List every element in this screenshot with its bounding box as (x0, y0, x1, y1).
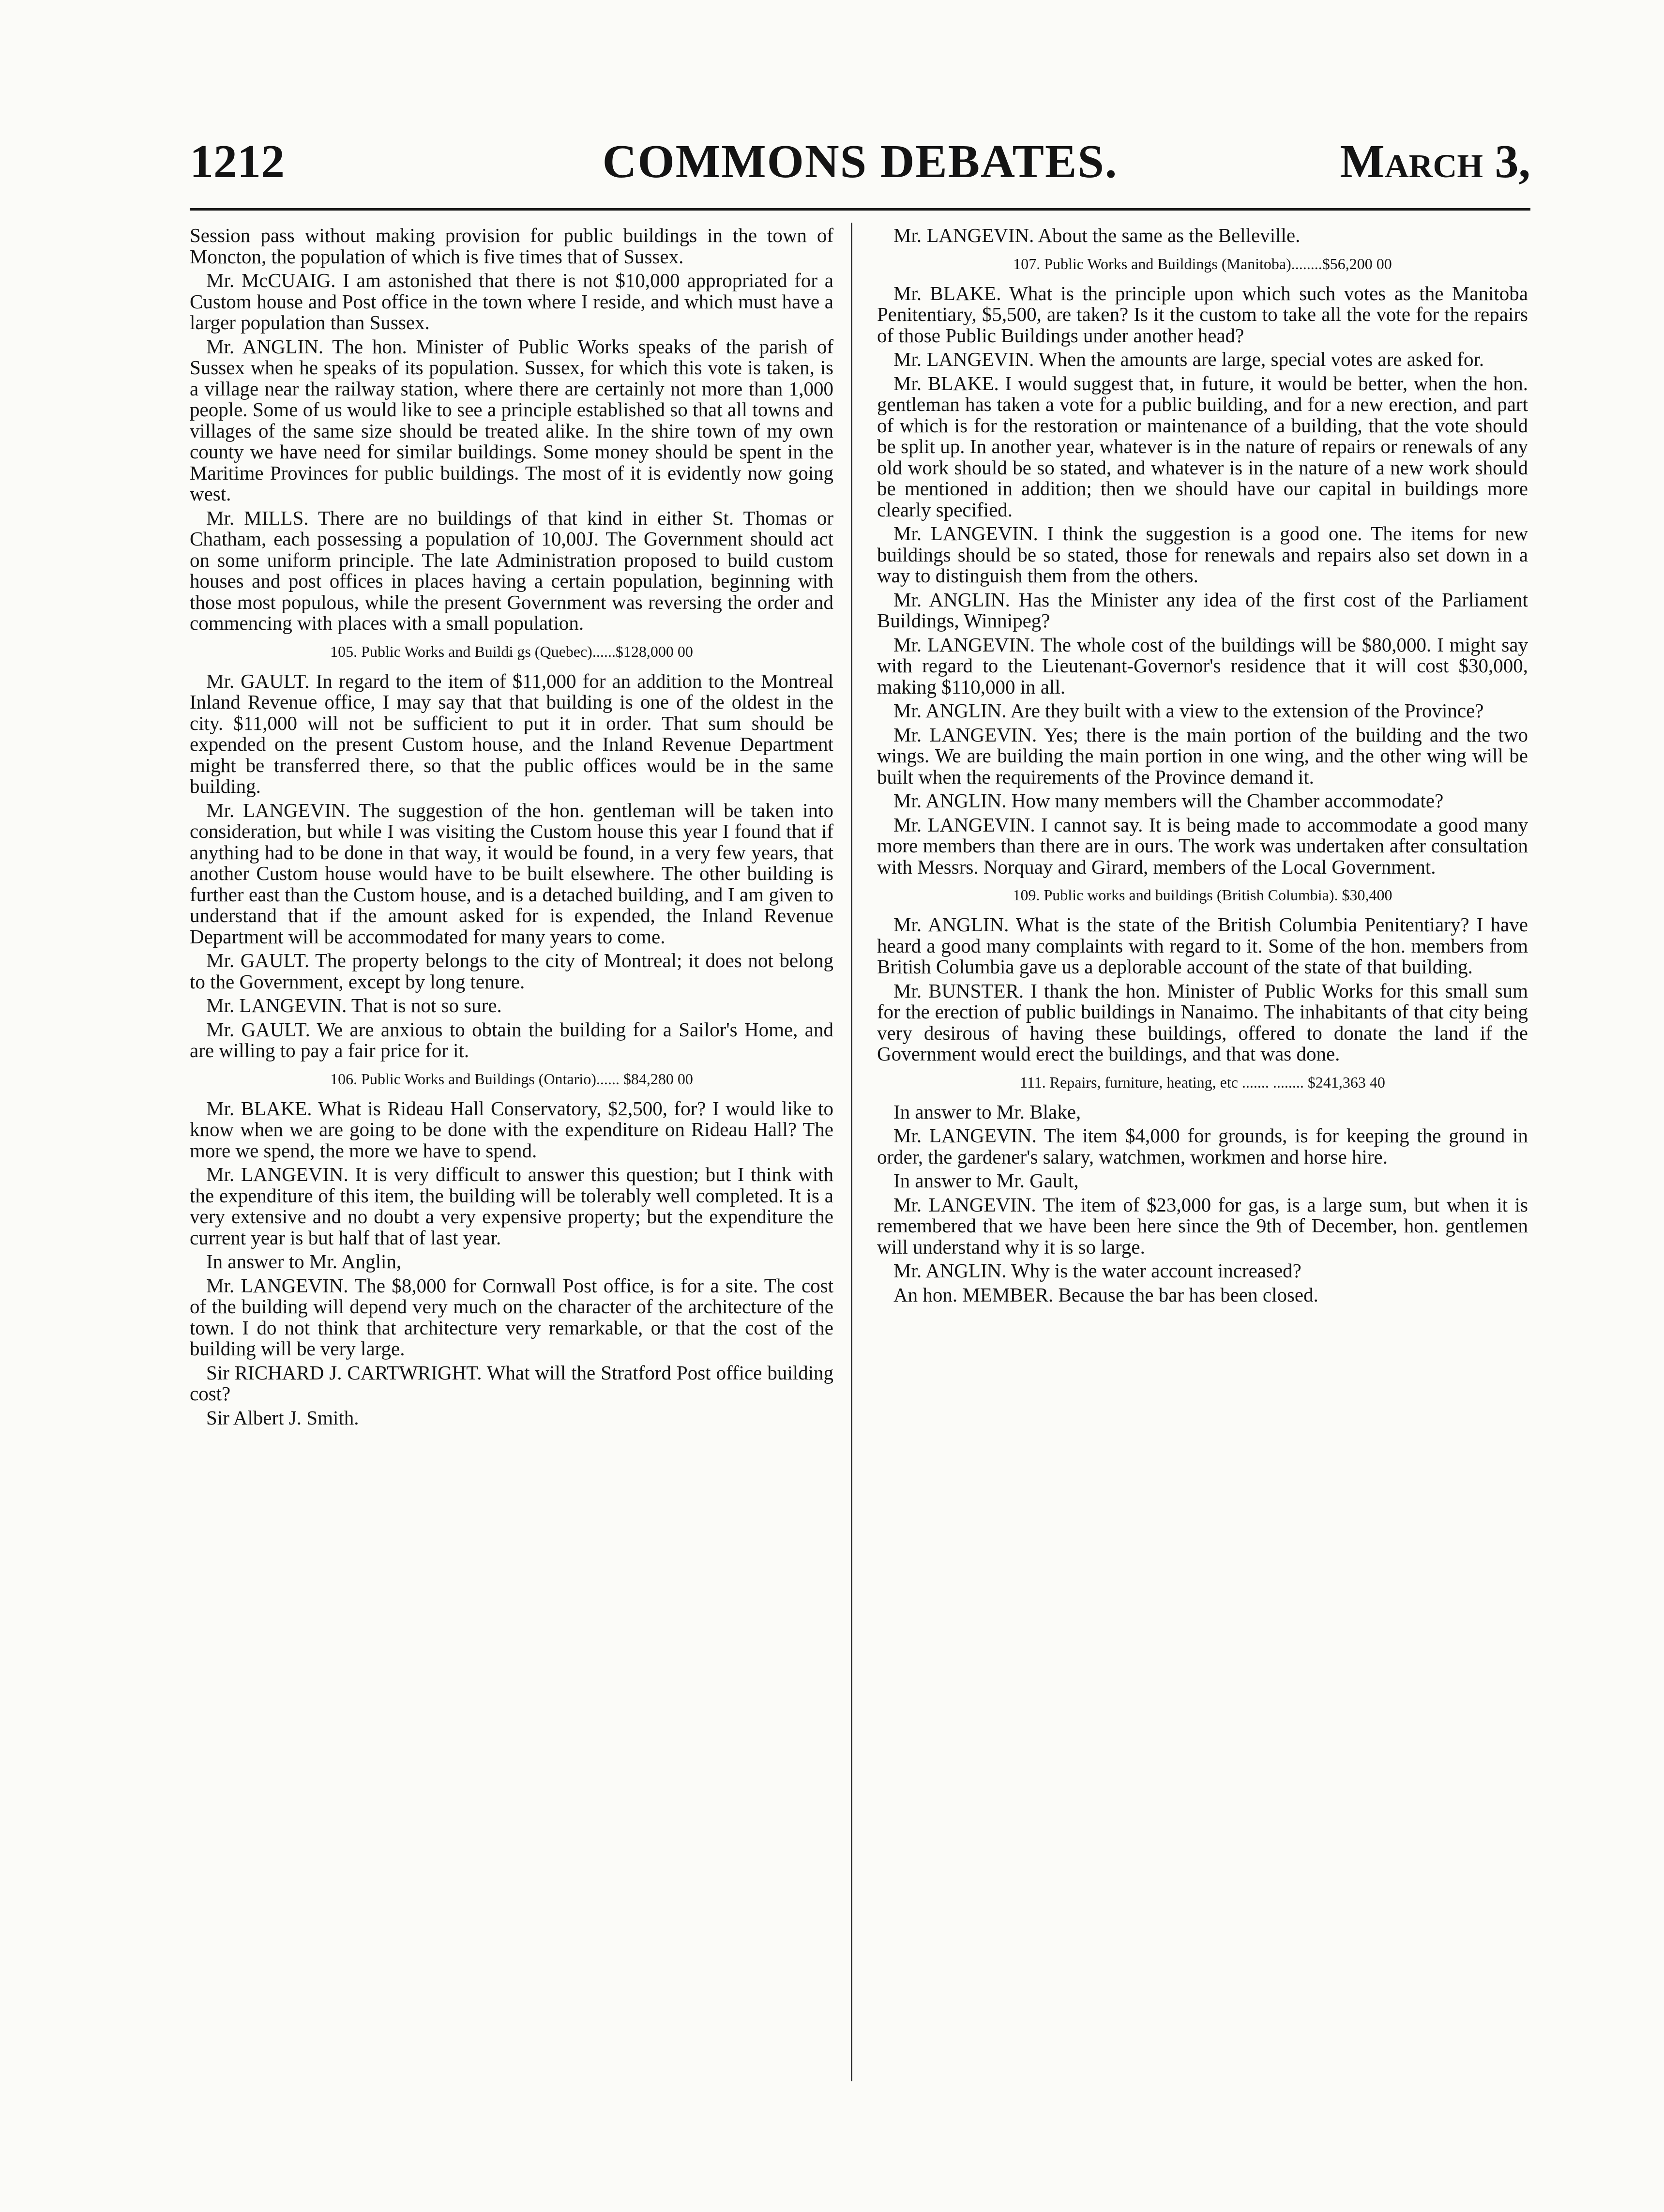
page-number: 1212 (190, 136, 285, 188)
paragraph: An hon. MEMBER. Because the bar has been closed. (893, 1283, 1318, 1306)
vote-item-heading: 107. Public Works and Buildings (Manitoba)........$56,200 00 (1013, 255, 1392, 273)
page-header (190, 125, 1530, 197)
paragraph: Mr. LANGEVIN. About the same as the Belleville. (893, 224, 1301, 246)
paragraph: Mr. ANGLIN. Why is the water account increased? (893, 1259, 1301, 1282)
paragraph: Sir RICHARD J. CARTWRIGHT. What will the Stratford Post office building cost? (190, 1361, 833, 1405)
paragraph: Mr. BLAKE. I would suggest that, in future, it would be better, when the hon. gentleman has taken a vote for a public building, and for a new erection, and part of which is for the restoration or maintenance of a building, that the vote should be split up. In another year, whatever is in the nature of repairs or renewals of any old work should be so stated, and whatever is in the nature of a new work should be mentioned in addition; then we should have our capital in buildings more clearly specified. (877, 372, 1528, 521)
paragraph: In answer to Mr. Gault, (893, 1169, 1079, 1192)
vote-item-heading: 109. Public works and buildings (British Columbia). $30,400 (1013, 886, 1392, 904)
paragraph: Mr. LANGEVIN. The $8,000 for Cornwall Post office, is for a site. The cost of the building will depend very much on the character of the architecture of the town. I do not think that architecture very remarkable, or that the cost of the building will be very large. (190, 1274, 833, 1360)
vote-item-heading: 105. Public Works and Buildi gs (Quebec)......$128,000 00 (330, 642, 693, 660)
paragraph: Mr. LANGEVIN. I cannot say. It is being made to accommodate a good many more members than there are in ours. The work was undertaken after consultation with Messrs. Norquay and Girard, members of the Local Government. (877, 813, 1528, 878)
paragraph: Mr. BLAKE. What is Rideau Hall Conservatory, $2,500, for? I would like to know when we are going to be done with the expenditure on Rideau Hall? The more we spend, the more we have to spend. (190, 1097, 833, 1162)
paragraph: In answer to Mr. Anglin, (206, 1250, 402, 1273)
paragraph: Mr. LANGEVIN. The whole cost of the buildings will be $80,000. I might say with regard to the Lieutenant-Governor's residence that it will cost $30,000, making $110,000 in all. (877, 633, 1528, 698)
paragraph: Mr. GAULT. We are anxious to obtain the building for a Sailor's Home, and are willing to pay a fair price for it. (190, 1018, 833, 1061)
right-column (877, 225, 1528, 1308)
left-column (190, 225, 833, 1431)
paragraph: Mr. LANGEVIN. Yes; there is the main portion of the building and the two wings. We are building the main portion in one wing, and the other wing will be built when the requirements of the Province demand it. (877, 723, 1528, 788)
paragraph: Mr. ANGLIN. The hon. Minister of Public Works speaks of the parish of Sussex when he speaks of its population. Sussex, for which this vote is taken, is a village near the railway station, where there are certainly not more than 1,000 people. Some of us would like to see a principle established so that all towns and villages of the same size should be treated alike. In the shire town of my own county we have need for similar buildings. Some money should be spent in the Maritime Provinces for public buildings. The most of it is evidently now going west. (190, 335, 833, 505)
paragraph: Mr. LANGEVIN. It is very difficult to answer this question; but I think with the expenditure of this item, the building will be tolerably well completed. It is a very extensive and no doubt a very expensive property; but the expenditure the current year is but half that of last year. (190, 1163, 833, 1249)
page-title: COMMONS DEBATES. (602, 136, 1118, 188)
paragraph: Mr. ANGLIN. Has the Minister any idea of the first cost of the Parliament Buildings, Winnipeg? (877, 588, 1528, 632)
paragraph: Mr. LANGEVIN. When the amounts are large, special votes are asked for. (893, 348, 1484, 370)
paragraph: Mr. LANGEVIN. The item of $23,000 for gas, is a large sum, but when it is remembered that we have been here since the 9th of December, hon. gentlemen will understand why it is so large. (877, 1193, 1528, 1258)
paragraph: Mr. LANGEVIN. The suggestion of the hon. gentleman will be taken into consideration, but while I was visiting the Custom house this year I found that if anything had to be done in that way, it would be found, in a very few years, that another Custom house would have to be built elsewhere. The other building is further east than the Custom house, and is a detached building, and I am given to understand that if the amount asked for is expended, the Inland Revenue Department will be accommodated for many years to come. (190, 799, 833, 948)
paragraph: Mr. McCUAIG. I am astonished that there is not $10,000 appropriated for a Custom house and Post office in the town where I reside, and which must have a larger population than Sussex. (190, 269, 833, 333)
page-date: March 3, (1340, 136, 1530, 188)
paragraph: Mr. GAULT. The property belongs to the city of Montreal; it does not belong to the Government, except by long tenure. (190, 949, 833, 993)
paragraph: Mr. ANGLIN. How many members will the Chamber accommodate? (893, 789, 1444, 812)
paragraph: Mr. BLAKE. What is the principle upon which such votes as the Manitoba Penitentiary, $5,500, are taken? Is it the custom to take all the vote for the repairs of those Public Buildings under another head? (877, 282, 1528, 347)
paragraph: Mr. GAULT. In regard to the item of $11,000 for an addition to the Montreal Inland Revenue office, I may say that that building is one of the oldest in the city. $11,000 will not be sufficient to put it in order. That sum should be expended on the present Custom house, and the Inland Revenue Department might be transferred there, so that the public offices would be in the same building. (190, 669, 833, 797)
paragraph: Mr. BUNSTER. I thank the hon. Minister of Public Works for this small sum for the erection of public buildings in Nanaimo. The inhabitants of that city being very desirous of having these buildings, offered to donate the land if the Government would erect the buildings, and that was done. (877, 979, 1528, 1065)
paragraph: Session pass without making provision for public buildings in the town of Moncton, the population of which is five times that of Sussex. (190, 224, 833, 268)
vote-item-heading: 111. Repairs, furniture, heating, etc ....... ........ $241,363 40 (1020, 1073, 1385, 1091)
paragraph: Mr. LANGEVIN. The item $4,000 for grounds, is for keeping the ground in order, the gardener's salary, watchmen, workmen and horse hire. (877, 1124, 1528, 1168)
paragraph: Sir Albert J. Smith. (206, 1406, 359, 1429)
column-divider (851, 223, 852, 2081)
header-rule (190, 208, 1530, 211)
paragraph: Mr. LANGEVIN. That is not so sure. (206, 994, 502, 1016)
paragraph: Mr. ANGLIN. What is the state of the British Columbia Penitentiary? I have heard a good many complaints with regard to it. Some of the hon. members from British Columbia gave us a deplorable account of the state of that building. (877, 913, 1528, 978)
paragraph: Mr. ANGLIN. Are they built with a view to the extension of the Province? (893, 699, 1484, 722)
paragraph: In answer to Mr. Blake, (893, 1100, 1081, 1123)
vote-item-heading: 106. Public Works and Buildings (Ontario)...... $84,280 00 (330, 1070, 693, 1088)
paragraph: Mr. LANGEVIN. I think the suggestion is a good one. The items for new buildings should be so stated, those for renewals and repairs also set down in a way to distinguish them from the others. (877, 522, 1528, 587)
paragraph: Mr. MILLS. There are no buildings of that kind in either St. Thomas or Chatham, each possessing a population of 10,00J. The Government should act on some uniform principle. The late Administration proposed to build custom houses and post offices in places having a certain population, beginning with those most populous, while the present Government was reversing the order and commencing with places with a small population. (190, 506, 833, 634)
